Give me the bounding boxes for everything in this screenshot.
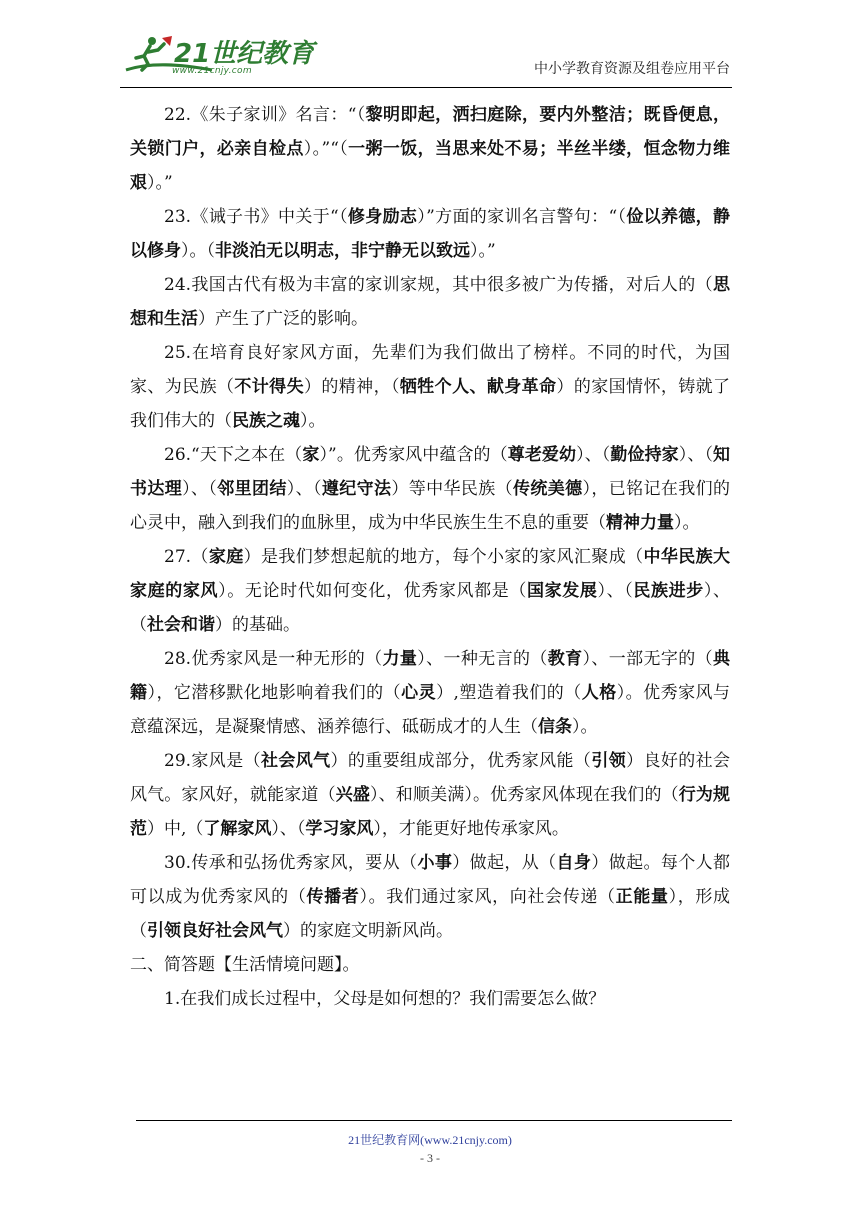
answer-text: 力量 <box>382 649 418 669</box>
question-text: 24.我国古代有极为丰富的家训家规，其中很多被广为传播，对后人的（ <box>164 275 713 295</box>
question-text: ）、一种无言的（ <box>417 649 548 669</box>
answer-text: 社会和谐 <box>147 615 215 635</box>
paragraph <box>130 744 730 846</box>
question-text: ）做起，从（ <box>452 853 557 873</box>
answer-text: 牺牲个人、献身革命 <box>399 377 557 397</box>
question-text: ）。无论时代如何变化，优秀家风都是（ <box>218 581 527 601</box>
paragraph <box>130 982 730 1016</box>
question-text: 30.传承和弘扬优秀家风，要从（ <box>164 853 418 873</box>
question-text: ）的重要组成部分，优秀家风能（ <box>330 751 592 771</box>
answer-text: 引领 <box>591 751 627 771</box>
question-text: ）是我们梦想起航的地方，每个小家的家风汇聚成（ <box>243 547 644 567</box>
answer-text: 国家发展 <box>526 581 598 601</box>
paragraph <box>130 846 730 948</box>
answer-text: 民族进步 <box>633 581 704 601</box>
question-text: ）”。优秀家风中蕴含的（ <box>319 445 508 465</box>
answer-text: 中华民族大家庭的家风 <box>130 547 731 601</box>
answer-text: 传统美德 <box>513 479 583 499</box>
question-text: ），才能更好地传承家风。 <box>373 819 569 839</box>
question-text: ）良好的社会风气。家风好，就能家道（ <box>130 751 731 805</box>
answer-text: 行为规范 <box>130 785 731 839</box>
answer-text: 家庭 <box>208 547 244 567</box>
answer-text: 教育 <box>547 649 583 669</box>
paragraph <box>130 540 730 642</box>
question-text: 23.《诫子书》中关于“（ <box>164 207 348 227</box>
answer-text: 遵纪守法 <box>321 479 392 499</box>
question-text: ）。我们通过家风，向社会传递（ <box>359 887 616 907</box>
answer-text: 一粥一饭，当思来处不易；半丝半缕，恒念物力维艰 <box>130 139 731 193</box>
question-text: ）产生了广泛的影响。 <box>198 309 368 329</box>
question-text: ）。（ <box>181 241 215 261</box>
answer-text: 精神力量 <box>606 513 674 533</box>
question-text: ）的家国情怀，铸就了我们伟大的（ <box>130 377 731 431</box>
answer-text: 黎明即起，洒扫庭除，要内外整洁；既昏便息，关锁门户，必亲自检点 <box>130 105 730 159</box>
question-text: 29.家风是（ <box>164 751 261 771</box>
answer-text: 典籍 <box>130 649 731 703</box>
question-text: ）、（ <box>286 479 322 499</box>
question-text: 二、简答题【生活情境问题】。 <box>130 955 360 975</box>
answer-text: 人格 <box>581 683 617 703</box>
question-text: ），形成（ <box>130 887 731 941</box>
question-text: ）做起。每个人都可以成为优秀家风的（ <box>130 853 731 907</box>
footer-site-link[interactable]: 21世纪教育网(www.21cnjy.com) <box>348 1133 512 1147</box>
answer-text: 自身 <box>556 853 592 873</box>
question-text: ）。” <box>147 173 173 193</box>
answer-text: 了解家风 <box>203 819 272 839</box>
answer-text: 勤俭持家 <box>610 445 679 465</box>
answer-text: 正能量 <box>615 887 669 907</box>
question-text: ）、（ <box>130 581 731 635</box>
answer-text: 心灵 <box>401 683 437 703</box>
question-text: 22.《朱子家训》名言：“（ <box>164 105 366 125</box>
question-text: ）。”“（ <box>303 139 349 159</box>
question-text: ）、（ <box>597 581 634 601</box>
question-text: ）,塑造着我们的（ <box>436 683 582 703</box>
paragraph <box>130 200 730 268</box>
question-text: ）、（ <box>678 445 714 465</box>
question-text: ）、和顺美满）。优秀家风体现在我们的（ <box>370 785 679 805</box>
paragraph <box>130 268 730 336</box>
question-text: ）。” <box>470 241 496 261</box>
site-name: 中小学教育资源及组卷应用平台 <box>534 61 730 77</box>
answer-text: 思想和生活 <box>130 275 730 329</box>
question-text: ），它潜移默化地影响着我们的（ <box>147 683 402 703</box>
question-text: ）。优秀家风与意蕴深远，是凝聚情感、涵养德行、砥砺成才的人生（ <box>130 683 731 737</box>
answer-text: 传播者 <box>306 887 360 907</box>
page-header <box>120 30 730 86</box>
footer-divider <box>136 1120 732 1121</box>
question-text: ）、（ <box>576 445 611 465</box>
header-divider <box>120 87 732 88</box>
question-text: ），已铭记在我们的心灵中，融入到我们的血脉里，成为中华民族生生不息的重要（ <box>130 479 730 533</box>
question-text: ）、（ <box>271 819 306 839</box>
answer-text: 兴盛 <box>335 785 371 805</box>
answer-text: 学习家风 <box>305 819 374 839</box>
question-text: 28.优秀家风是一种无形的（ <box>164 649 383 669</box>
document-body <box>130 98 730 1016</box>
question-text: ）。 <box>300 411 326 431</box>
site-logo[interactable] <box>120 32 315 78</box>
question-text: ）的基础。 <box>215 615 300 635</box>
answer-text: 尊老爱幼 <box>507 445 577 465</box>
question-text: 1.在我们成长过程中，父母是如何想的？我们需要怎么做？ <box>164 989 606 1009</box>
answer-text: 引领良好社会风气 <box>147 921 283 941</box>
question-text: ）”方面的家训名言警句：“（ <box>417 207 627 227</box>
question-text: ）。 <box>572 717 598 737</box>
question-text: 27.（ <box>164 547 209 567</box>
question-text: ）的家庭文明新风尚。 <box>283 921 453 941</box>
question-text: ）、一部无字的（ <box>582 649 714 669</box>
answer-text: 信条 <box>538 717 572 737</box>
question-text: ）的精神，（ <box>303 377 400 397</box>
paragraph <box>130 948 730 982</box>
paragraph <box>130 98 730 200</box>
paragraph <box>130 642 730 744</box>
paragraph <box>130 438 730 540</box>
question-text: 26.“天下之本在（ <box>164 445 303 465</box>
answer-text: 小事 <box>417 853 453 873</box>
page-number: - 3 - <box>420 1151 440 1165</box>
answer-text: 俭以养德，静以修身 <box>130 207 731 261</box>
answer-text: 邻里团结 <box>217 479 287 499</box>
answer-text: 民族之魂 <box>232 411 300 431</box>
answer-text: 社会风气 <box>260 751 331 771</box>
logo-url: www.21cnjy.com <box>172 66 252 76</box>
question-text: ）。 <box>674 513 700 533</box>
question-text: ）中,（ <box>147 819 204 839</box>
question-text: 25.在培育良好家风方面，先辈们为我们做出了榜样。不同的时代，为国家、为民族（ <box>130 343 730 397</box>
answer-text: 不计得失 <box>234 377 304 397</box>
answer-text: 非淡泊无以明志，非宁静无以致远 <box>215 241 470 261</box>
question-text: ）、（ <box>182 479 218 499</box>
answer-text: 修身励志 <box>347 207 418 227</box>
question-text: ）等中华民族（ <box>391 479 513 499</box>
paragraph <box>130 336 730 438</box>
logo-wordmark: 21世纪教育 <box>174 39 315 69</box>
answer-text: 知书达理 <box>130 445 731 499</box>
answer-text: 家 <box>302 445 320 465</box>
